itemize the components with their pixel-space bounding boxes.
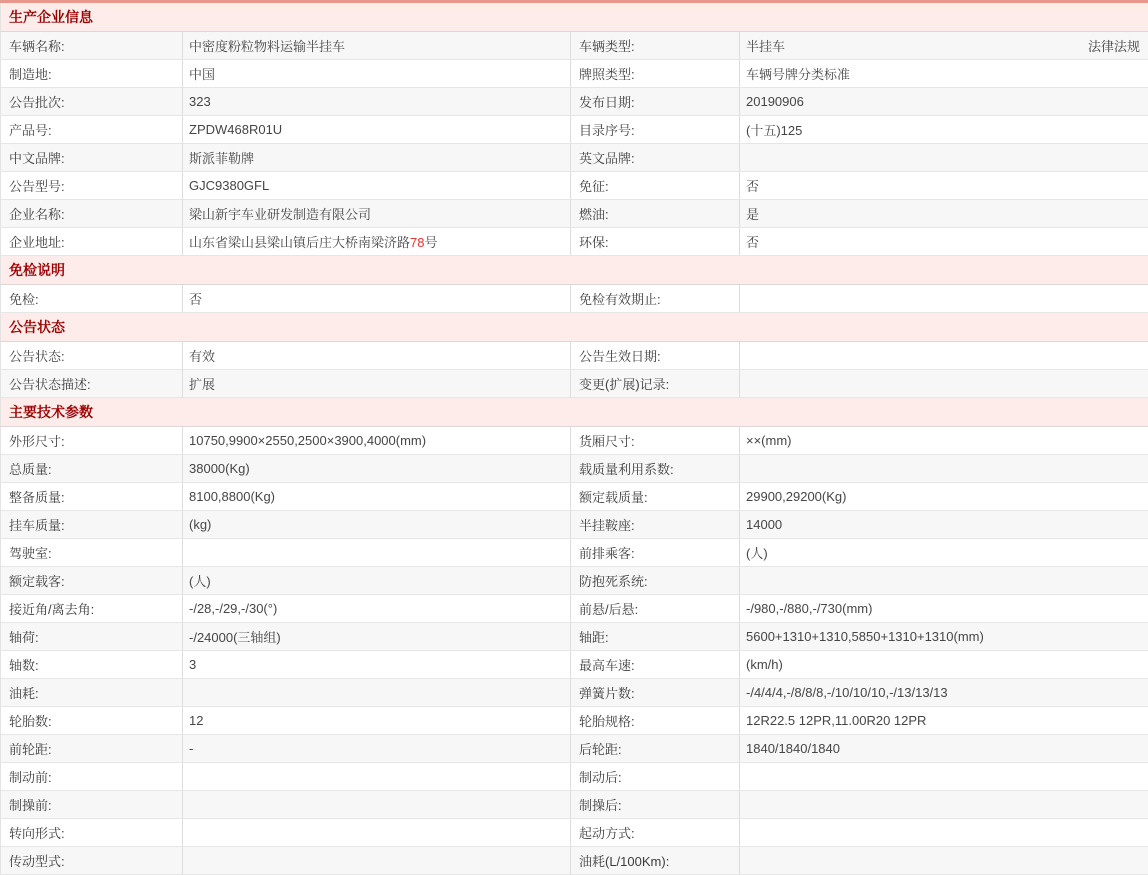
table-row [1, 455, 1148, 483]
field-value: 扩展 [183, 370, 571, 398]
field-value: 29900,29200(Kg) [740, 483, 1148, 511]
field-value: 5600+1310+1310,5850+1310+1310(mm) [740, 623, 1148, 651]
field-value: 323 [183, 88, 571, 116]
field-value: GJC9380GFL [183, 172, 571, 200]
field-value [740, 763, 1148, 791]
field-value: 20190906 [740, 88, 1148, 116]
field-label: 牌照类型: [571, 60, 740, 88]
section-title: 公告状态 [1, 313, 1148, 342]
field-label: 起动方式: [571, 819, 740, 847]
table-row [1, 32, 1148, 60]
field-value: 有效 [183, 342, 571, 370]
field-value [740, 370, 1148, 398]
field-label: 变更(扩展)记录: [571, 370, 740, 398]
field-label: 油耗(L/100Km): [571, 847, 740, 875]
table-row [1, 539, 1148, 567]
field-label: 轴数: [1, 651, 183, 679]
field-value: 否 [740, 172, 1148, 200]
table-row [1, 144, 1148, 172]
highlighted-text: 78 [410, 235, 424, 250]
field-label: 制动前: [1, 763, 183, 791]
field-label: 前轮距: [1, 735, 183, 763]
table-row [1, 200, 1148, 228]
field-value: 14000 [740, 511, 1148, 539]
field-value [740, 847, 1148, 875]
field-label: 后轮距: [571, 735, 740, 763]
field-value: 中国 [183, 60, 571, 88]
table-row [1, 651, 1148, 679]
field-label: 轮胎数: [1, 707, 183, 735]
section-header-row [1, 398, 1148, 427]
table-row [1, 172, 1148, 200]
field-value: 斯派菲勒牌 [183, 144, 571, 172]
field-value: ××(mm) [740, 427, 1148, 455]
field-value: 否 [183, 285, 571, 313]
field-label: 车辆名称: [1, 32, 183, 60]
table-row [1, 847, 1148, 875]
table-row [1, 370, 1148, 398]
field-value: 车辆号牌分类标准 [740, 60, 1148, 88]
field-label: 目录序号: [571, 116, 740, 144]
field-value [740, 285, 1148, 313]
field-label: 额定载质量: [571, 483, 740, 511]
field-label: 整备质量: [1, 483, 183, 511]
laws-regulations-link[interactable]: 法律法规 [1088, 36, 1142, 55]
field-value: 是 [740, 200, 1148, 228]
field-label: 弹簧片数: [571, 679, 740, 707]
field-label: 制造地: [1, 60, 183, 88]
field-value: -/28,-/29,-/30(°) [183, 595, 571, 623]
field-label: 企业地址: [1, 228, 183, 256]
section-title: 主要技术参数 [1, 398, 1148, 427]
field-label: 外形尺寸: [1, 427, 183, 455]
field-value: ZPDW468R01U [183, 116, 571, 144]
field-label: 总质量: [1, 455, 183, 483]
vehicle-info-table-body [1, 2, 1148, 875]
field-value [740, 455, 1148, 483]
field-value: - [183, 735, 571, 763]
field-label: 免检有效期止: [571, 285, 740, 313]
table-row [1, 707, 1148, 735]
field-value: (十五)125 [740, 116, 1148, 144]
field-label: 车辆类型: [571, 32, 740, 60]
field-value: (kg) [183, 511, 571, 539]
table-row [1, 623, 1148, 651]
field-label: 免检: [1, 285, 183, 313]
table-row [1, 285, 1148, 313]
field-label: 发布日期: [571, 88, 740, 116]
table-row [1, 791, 1148, 819]
field-label: 公告型号: [1, 172, 183, 200]
field-label: 油耗: [1, 679, 183, 707]
field-label: 环保: [571, 228, 740, 256]
field-label: 企业名称: [1, 200, 183, 228]
table-row [1, 763, 1148, 791]
field-value: 3 [183, 651, 571, 679]
field-label: 中文品牌: [1, 144, 183, 172]
field-label: 挂车质量: [1, 511, 183, 539]
field-label: 传动型式: [1, 847, 183, 875]
field-label: 驾驶室: [1, 539, 183, 567]
field-label: 制操前: [1, 791, 183, 819]
field-label: 前排乘客: [571, 539, 740, 567]
table-row [1, 511, 1148, 539]
field-value: 10750,9900×2550,2500×3900,4000(mm) [183, 427, 571, 455]
field-value [740, 144, 1148, 172]
field-value: -/4/4/4,-/8/8/8,-/10/10/10,-/13/13/13 [740, 679, 1148, 707]
field-value [740, 342, 1148, 370]
field-value: 8100,8800(Kg) [183, 483, 571, 511]
field-label: 载质量利用系数: [571, 455, 740, 483]
field-value [183, 819, 571, 847]
field-value: 12 [183, 707, 571, 735]
field-label: 最高车速: [571, 651, 740, 679]
table-row [1, 88, 1148, 116]
field-label: 免征: [571, 172, 740, 200]
field-value: (人) [740, 539, 1148, 567]
section-header-row [1, 313, 1148, 342]
table-row [1, 819, 1148, 847]
table-row [1, 342, 1148, 370]
table-row [1, 679, 1148, 707]
field-label: 公告状态描述: [1, 370, 183, 398]
table-row [1, 735, 1148, 763]
field-value [740, 567, 1148, 595]
field-label: 货厢尺寸: [571, 427, 740, 455]
field-value: 梁山新宇车业研发制造有限公司 [183, 200, 571, 228]
field-value [183, 539, 571, 567]
field-value [183, 679, 571, 707]
field-value: 38000(Kg) [183, 455, 571, 483]
section-title: 免检说明 [1, 256, 1148, 285]
field-label: 产品号: [1, 116, 183, 144]
field-value [183, 763, 571, 791]
field-label: 接近角/离去角: [1, 595, 183, 623]
field-value: -/980,-/880,-/730(mm) [740, 595, 1148, 623]
field-label: 防抱死系统: [571, 567, 740, 595]
field-value: 否 [740, 228, 1148, 256]
field-label: 额定载客: [1, 567, 183, 595]
field-label: 公告生效日期: [571, 342, 740, 370]
field-label: 轴距: [571, 623, 740, 651]
field-value: 中密度粉粒物料运输半挂车 [183, 32, 571, 60]
table-row [1, 60, 1148, 88]
field-label: 制动后: [571, 763, 740, 791]
field-label: 半挂鞍座: [571, 511, 740, 539]
table-row [1, 595, 1148, 623]
table-row [1, 567, 1148, 595]
field-label: 公告批次: [1, 88, 183, 116]
field-value: 半挂车 法律法规 [740, 32, 1148, 60]
table-row [1, 228, 1148, 256]
field-value: (km/h) [740, 651, 1148, 679]
field-value: (人) [183, 567, 571, 595]
field-label: 前悬/后悬: [571, 595, 740, 623]
field-value [183, 791, 571, 819]
table-row [1, 116, 1148, 144]
field-label: 制操后: [571, 791, 740, 819]
field-label: 燃油: [571, 200, 740, 228]
field-label: 公告状态: [1, 342, 183, 370]
section-title: 生产企业信息 [1, 2, 1148, 32]
field-value: 1840/1840/1840 [740, 735, 1148, 763]
field-label: 转向形式: [1, 819, 183, 847]
field-value: 山东省梁山县梁山镇后庄大桥南梁济路78号 [183, 228, 571, 256]
table-row [1, 483, 1148, 511]
field-label: 轮胎规格: [571, 707, 740, 735]
section-header-row [1, 2, 1148, 32]
field-value: -/24000(三轴组) [183, 623, 571, 651]
field-value: 12R22.5 12PR,11.00R20 12PR [740, 707, 1148, 735]
field-value [183, 847, 571, 875]
field-label: 英文品牌: [571, 144, 740, 172]
field-value [740, 791, 1148, 819]
field-label: 轴荷: [1, 623, 183, 651]
table-row [1, 427, 1148, 455]
field-value [740, 819, 1148, 847]
section-header-row [1, 256, 1148, 285]
